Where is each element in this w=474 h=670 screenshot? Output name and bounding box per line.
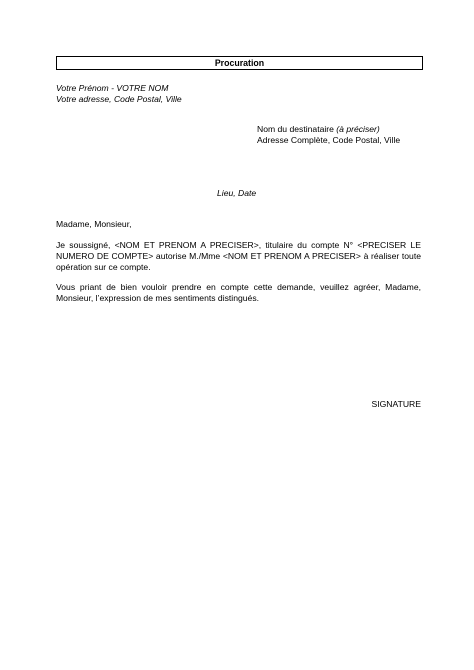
body-paragraph-authorization: Je soussigné, <NOM ET PRENOM A PRECISER>, titulaire du compte N° <PRECISER LE NUMERO DE COMPTE> autorise M./Mme <NOM ET PRENOM A PRECISER> à réaliser toute opération sur ce compte. <box>56 240 421 272</box>
sender-block <box>56 83 182 105</box>
sender-name: Votre Prénom - VOTRE NOM <box>56 83 169 93</box>
recipient-name-note: (à préciser) <box>336 124 380 134</box>
recipient-name-line <box>257 124 400 135</box>
recipient-name: Nom du destinataire <box>257 124 337 134</box>
signature-label: SIGNATURE <box>371 399 421 409</box>
recipient-block <box>257 124 400 146</box>
document-title: Procuration <box>56 56 423 70</box>
body-paragraph-closing: Vous priant de bien vouloir prendre en compte cette demande, veuillez agréer, Madame, Monsieur, l’expression de mes sentiments distingués. <box>56 282 421 303</box>
place-date: Lieu, Date <box>217 188 257 198</box>
recipient-address: Adresse Complète, Code Postal, Ville <box>257 135 401 145</box>
sender-address: Votre adresse, Code Postal, Ville <box>56 94 182 104</box>
greeting: Madame, Monsieur, <box>56 219 132 229</box>
